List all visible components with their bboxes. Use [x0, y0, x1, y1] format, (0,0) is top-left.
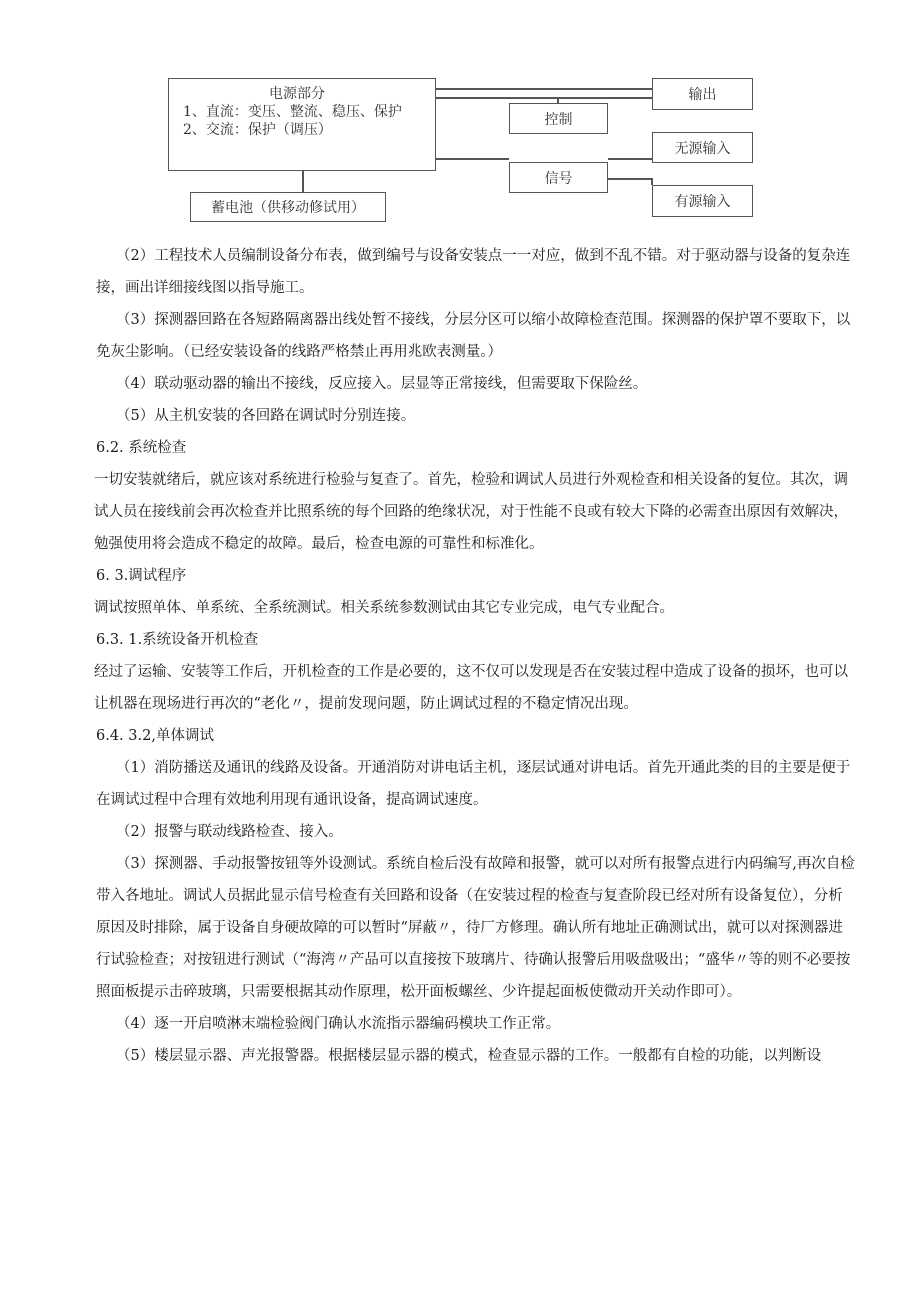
- section-heading: 6.3. 1.系统设备开机检查: [96, 632, 259, 648]
- paragraph: （3）探测器回路在各短路隔离器出线处暂不接线，分层分区可以缩小故障检查范围。探测器的保护罩不要取下，以免灰尘影响。（已经安装设备的线路严格禁止再用兆欧表测量。）: [96, 312, 851, 360]
- paragraph: （2）报警与联动线路检查、接入。: [116, 824, 343, 840]
- paragraph: （4）联动驱动器的输出不接线，反应接入。层显等正常接线，但需要取下保险丝。: [116, 376, 648, 392]
- connector-line: [608, 158, 652, 160]
- connector-line: [436, 158, 509, 160]
- document-body: [96, 240, 856, 1072]
- power-title: 电源部分: [269, 86, 325, 102]
- active-input-box: 有源输入: [652, 185, 753, 217]
- paragraph: 一切安装就绪后，就应该对系统进行检验与复查了。首先，检验和调试人员进行外观检查和相关设备的复位。其次，调试人员在接线前会再次检查并比照系统的每个回路的绝缘状况，对于性能不良或有较大下降的必需查出原因有效解决，勉强使用将会造成不稳定的故障。最后，检查电源的可靠性和标准化。: [94, 472, 848, 552]
- battery-box: 蓄电池（供移动修试用）: [190, 192, 386, 222]
- signal-box: 信号: [509, 162, 608, 193]
- paragraph: （1）消防播送及通讯的线路及设备。开通消防对讲电话主机，逐层试通对讲电话。首先开通此类的目的主要是便于在调试过程中合理有效地利用现有通讯设备，提高调试速度。: [96, 760, 851, 808]
- paragraph: （5）从主机安装的各回路在调试时分别连接。: [116, 408, 416, 424]
- paragraph: （4）逐一开启喷淋末端检验阀门确认水流指示器编码模块工作正常。: [116, 1016, 561, 1032]
- section-heading: 6. 3.调试程序: [96, 568, 187, 584]
- control-box: 控制: [509, 103, 608, 134]
- power-dc-line: 1、直流：变压、整流、稳压、保护: [183, 104, 402, 120]
- connector-line: [436, 97, 652, 99]
- paragraph: （2）工程技术人员编制设备分布表，做到编号与设备安装点一一对应，做到不乱不错。对于驱动器与设备的复杂连接，画出详细接线图以指导施工。: [96, 248, 851, 296]
- power-ac-line: 2、交流：保护（调压）: [183, 122, 332, 138]
- connector-line: [436, 88, 652, 90]
- paragraph: （5）楼层显示器、声光报警器。根据楼层显示器的模式，检查显示器的工作。一般都有自检的功能，以判断设: [116, 1048, 822, 1064]
- section-heading: 6.4. 3.2,单体调试: [96, 728, 214, 744]
- power-supply-box: [168, 78, 436, 171]
- paragraph: （3）探测器、手动报警按钮等外设测试。系统自检后没有故障和报警，就可以对所有报警点进行内码编写,再次自检带入各地址。调试人员据此显示信号检查有关回路和设备（在安装过程的检查与复查阶段已经对所有设备复位），分析原因及时排除，属于设备自身硬故障的可以暂时“屏蔽〃，待厂方修理。确认所有地址正确测试出，就可以对探测器进行试验检查；对按钮进行测试（“海湾〃产品可以直接按下玻璃片、待确认报警后用吸盘吸出；“盛华〃等的则不必要按照面板提示击碎玻璃，只需要根据其动作原理，松开面板螺丝、少许提起面板使微动开关动作即可）。: [96, 856, 855, 1000]
- section-heading: 6.2. 系统检查: [96, 440, 187, 456]
- connector-line: [651, 178, 653, 185]
- output-box: 输出: [652, 78, 753, 110]
- passive-input-box: 无源输入: [652, 132, 753, 163]
- paragraph: 经过了运输、安装等工作后，开机检查的工作是必要的，这不仅可以发现是否在安装过程中造成了设备的损坏，也可以让机器在现场进行再次的“老化〃，提前发现问题，防止调试过程的不稳定情况出现。: [94, 664, 848, 712]
- connector-line: [302, 171, 304, 192]
- connector-line: [608, 178, 652, 180]
- paragraph: 调试按照单体、单系统、全系统测试。相关系统参数测试由其它专业完成，电气专业配合。: [94, 600, 674, 616]
- system-block-diagram: [0, 0, 920, 235]
